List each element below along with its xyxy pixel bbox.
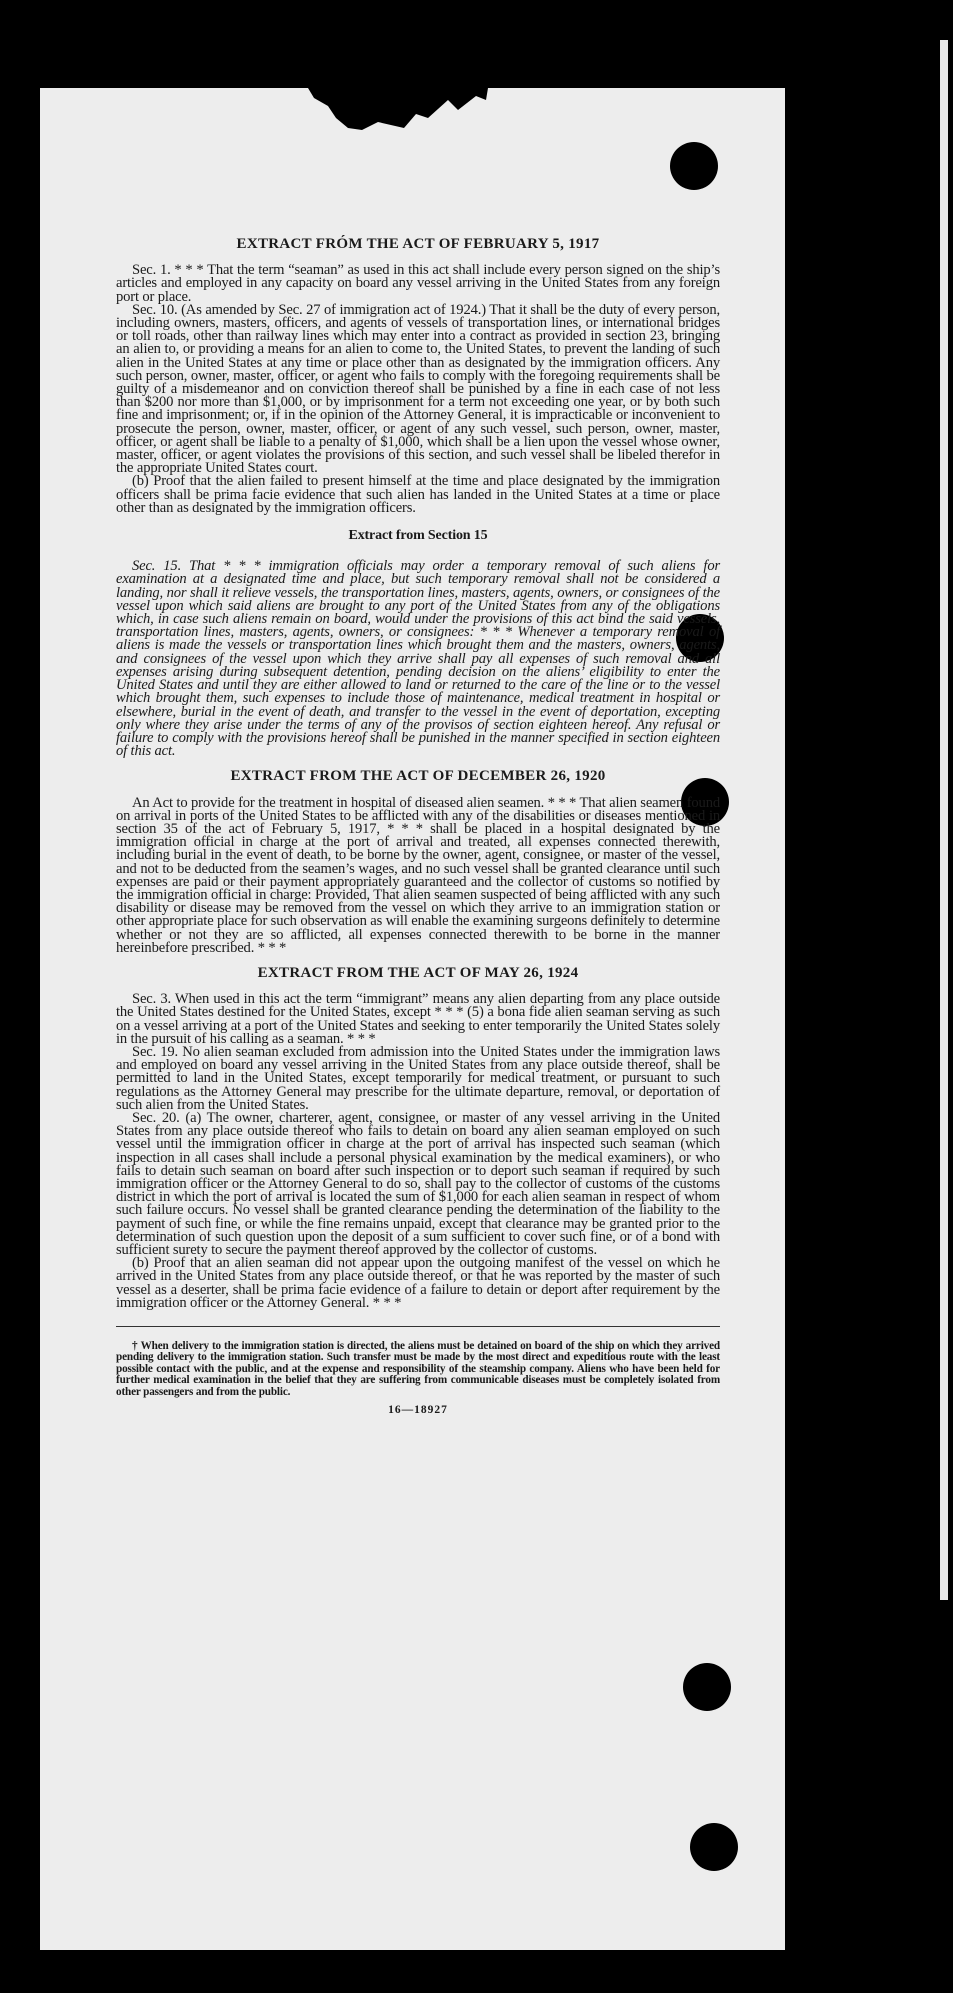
paragraph-sec-15: Sec. 15. That * * * immigration officials may order a temporary removal of such aliens for examination at a designated time and place, but such temporary removal shall not be considered a landing, nor shall it relieve vessels, the transportation lines, masters, agents, owners, or consignees of the vessel upon which said aliens are brought to any port of the United States from any of the obligations which, in case such aliens remain on board, would under the provisions of this act bind the said vessels, transportation lines, masters, agents, owners, or consignees: * * * Whenever a temporary removal of aliens is made the vessels or transportation lines which brought them and the masters, owners, agents, and consignees of the vessel upon which they arrive shall pay all expenses of such removal and all expenses arising during subsequent detention, pending decision on the aliens’ eligibility to enter the United States and until they are either allowed to land or returned to the care of the line or to the vessel which brought them, such expenses to include those of maintenance, medical treatment in hospital or elsewhere, burial in the event of death, and transfer to the vessel in the event of deportation, excepting only where they arise under the terms of any of the provisos of section eighteen hereof. Any refusal or failure to comply with the provisions hereof shall be punished in the manner specified in section eighteen of this act. — [116, 558, 720, 760]
heading-act-1924: EXTRACT FROM THE ACT OF MAY 26, 1924 — [257, 964, 579, 981]
torn-corner — [308, 88, 488, 148]
punch-hole-1 — [670, 142, 718, 190]
punch-hole-5 — [690, 1823, 738, 1871]
punch-hole-4 — [683, 1663, 731, 1711]
document-page — [40, 88, 785, 1950]
heading-act-1920: EXTRACT FROM THE ACT OF DECEMBER 26, 1920 — [230, 768, 606, 785]
paragraph-sec-1: Sec. 1. * * * That the term “seaman” as used in this act shall include every person signed on the ship’s articles and employed in any capacity on board any vessel arriving in the United States from any foreign port or place. — [116, 262, 720, 305]
paragraph-act-1920: An Act to provide for the treatment in hospital of diseased alien seamen. * * * That alien seamen found on arrival in ports of the United States to be afflicted with any of the disabilities or diseases mentioned in section 35 of the act of February 5, 1917, * * * shall be placed in a hospital designated by the immigration official in charge at the port of arrival and treated, all expenses connected therewith, including burial in the event of death, to be borne by the owner, agent, consignee, or master of the vessel, and not to be deducted from the seamen’s wages, and no such vessel shall be granted clearance until such expenses are paid or their payment appropriately guaranteed and the collector of customs so notified by the immigration official in charge: Provided, That alien seamen suspected of being afflicted with any such disability or disease may be removed from the vessel on which they arrive to an immigration station or other appropriate place for such observation as will enable the examining surgeons definitely to determine whether or not they are so afflicted, all expenses connected therewith to be borne in the manner hereinbefore prescribed. * * * — [116, 794, 720, 956]
footnote-divider — [116, 1326, 720, 1327]
heading-act-1917: EXTRACT FRÓM THE ACT OF FEBRUARY 5, 1917 — [236, 236, 600, 252]
paragraph-sec-19: Sec. 19. No alien seaman excluded from admission into the United States under the immigration laws and employed on board any vessel arriving in the United States from any place outside thereof, shall be permitted to land in the United States, except temporarily for medical treatment, or pursuant to such regulations as the Attorney General may prescribe for the ultimate departure, removal, or deportation of such alien from the United States. — [116, 1043, 720, 1113]
paragraph-sec-10-b: (b) Proof that the alien failed to present himself at the time and place designated by the immigration officers shall be prima facie evidence that such alien has landed in the United States at a time or place other than as designated by the immigration officers. — [116, 473, 720, 516]
paragraph-sec-10: Sec. 10. (As amended by Sec. 27 of immigration act of 1924.) That it shall be the duty of every person, including owners, masters, officers, and agents of vessels of transportation lines, or international bridges or toll roads, other than railway lines which may enter into a contract as provided in section 23, bringing an alien to, or providing a means for an alien to come to, the United States, to prevent the landing of such alien in the United States at any time or place other than as designated by the immigration officers. Any such person, owner, master, officer, or agent who fails to comply with the foregoing requirements shall be guilty of a misdemeanor and on conviction thereof shall be punished by a fine in each case of not less than $200 nor more than $1,000, or by imprisonment for a term not exceeding one year, or by both such fine and imprisonment; or, if in the opinion of the Attorney General, it is impracticable or inconvenient to prosecute the person, owner, master, officer, or agent of any such vessel, such person, owner, master, officer, or agent shall be liable to a penalty of $1,000, which shall be a lien upon the vessel whose owner, master, officer, or agent violates the provisions of this section, and such vessel shall be libeled therefor in the appropriate United States court. — [116, 301, 720, 477]
paragraph-sec-20-a: Sec. 20. (a) The owner, charterer, agent, consignee, or master of any vessel arriving in the United States from any place outside thereof who fails to detain on board any alien seaman employed on such vessel until the immigration officer in charge at the port of arrival has inspected such seaman (which inspection in all cases shall include a personal physical examination by the medical examiners), or who fails to detain such seaman on board after such inspection or to deport such seaman if required by such immigration officer or the Attorney General to do so, shall pay to the collector of customs of the customs district in which the port of arrival is located the sum of $1,000 for each alien seaman in respect of whom such failure occurs. No vessel shall be granted clearance pending the determination of the liability to the payment of such fine, or while the fine remains unpaid, except that clearance may be granted prior to the determination of such question upon the deposit of a sum sufficient to cover such fine, or of a bond with sufficient surety to secure the payment thereof approved by the collector of customs. — [116, 1109, 720, 1259]
print-code: 16—18927 — [388, 1404, 448, 1417]
paragraph-sec-3: Sec. 3. When used in this act the term “immigrant” means any alien departing from any place outside the United States destined for the United States, except * * * (5) a bona fide alien seaman serving as such on a vessel arriving at a port of the United States and seeking to enter temporarily the United States solely in the pursuit of his calling as a seaman. * * * — [116, 991, 720, 1047]
adjacent-page-edge — [940, 40, 948, 1600]
document-body — [116, 238, 720, 1417]
subheading-section-15: Extract from Section 15 — [348, 528, 488, 544]
footnote: † When delivery to the immigration station is directed, the aliens must be detained on board of the ship on which they arrived pending delivery to the immigration station. Such transfer must be made by the most direct and expeditious route with the least possible contact with the public, and at the expense and responsibility of the steamship company. Aliens who have been held for further medical examination in the belief that they are suffering from communicable diseases must be completely isolated from other passengers and from the public. — [116, 1340, 720, 1398]
paragraph-sec-20-b: (b) Proof that an alien seaman did not appear upon the outgoing manifest of the vessel on which he arrived in the United States from any place outside thereof, or that he was reported by the master of such vessel as a deserter, shall be prima facie evidence of a failure to detain or deport after requirement by the immigration officer or the Attorney General. * * * — [116, 1255, 720, 1311]
